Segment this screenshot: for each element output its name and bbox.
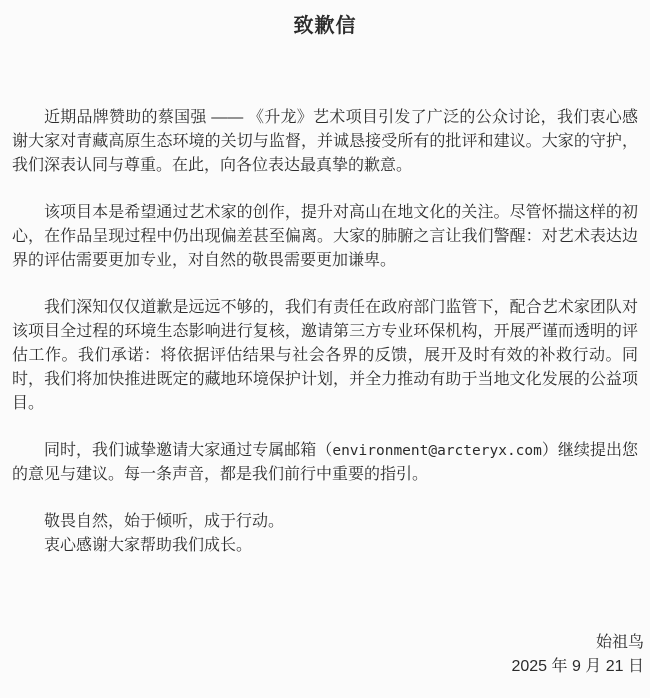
paragraph-intro: 近期品牌赞助的蔡国强 —— 《升龙》艺术项目引发了广泛的公众讨论，我们衷心感谢大家对青藏高原生态环境的关切与监督，并诚恳接受所有的批评和建议。大家的守护，我们深表认同与尊重。在此，向各位表达最真挚的歉意。 (12, 109, 638, 174)
feedback-text-before: 同时，我们诚挚邀请大家通过专属邮箱（ (44, 442, 333, 459)
closing-line-2: 衷心感谢大家帮助我们成长。 (44, 537, 253, 554)
feedback-text-after: ）继续提出您的意见与建议。每一条声音，都是我们前行中重要的指引。 (12, 442, 638, 483)
closing-lines (12, 510, 638, 558)
page-title: 致歉信 (293, 15, 357, 37)
signature-name: 始祖鸟 (595, 634, 644, 651)
signature-date: 2025 年 9 月 21 日 (511, 658, 644, 675)
closing-line-1: 敬畏自然，始于倾听，成于行动。 (44, 513, 285, 530)
letter-body (12, 106, 644, 679)
paragraph-intent: 该项目本是希望通过艺术家的创作，提升对高山在地文化的关注。尽管怀揣这样的初心，在作品呈现过程中仍出现偏差甚至偏离。大家的肺腑之言让我们警醒：对艺术表达边界的评估需要更加专业，对自然的敬畏需要更加谦卑。 (12, 204, 638, 269)
signature-block (12, 631, 644, 679)
paragraph-commitment: 我们深知仅仅道歉是远远不够的，我们有责任在政府部门监管下，配合艺术家团队对该项目全过程的环境生态影响进行复核，邀请第三方专业环保机构，开展严谨而透明的评估工作。我们承诺：将依据评估结果与社会各界的反馈，展开及时有效的补救行动。同时，我们将加快推进既定的藏地环境保护计划，并全力推动有助于当地文化发展的公益项目。 (12, 299, 638, 412)
email-address: environment@arcteryx.com (332, 443, 542, 459)
paragraph-feedback (12, 439, 638, 487)
